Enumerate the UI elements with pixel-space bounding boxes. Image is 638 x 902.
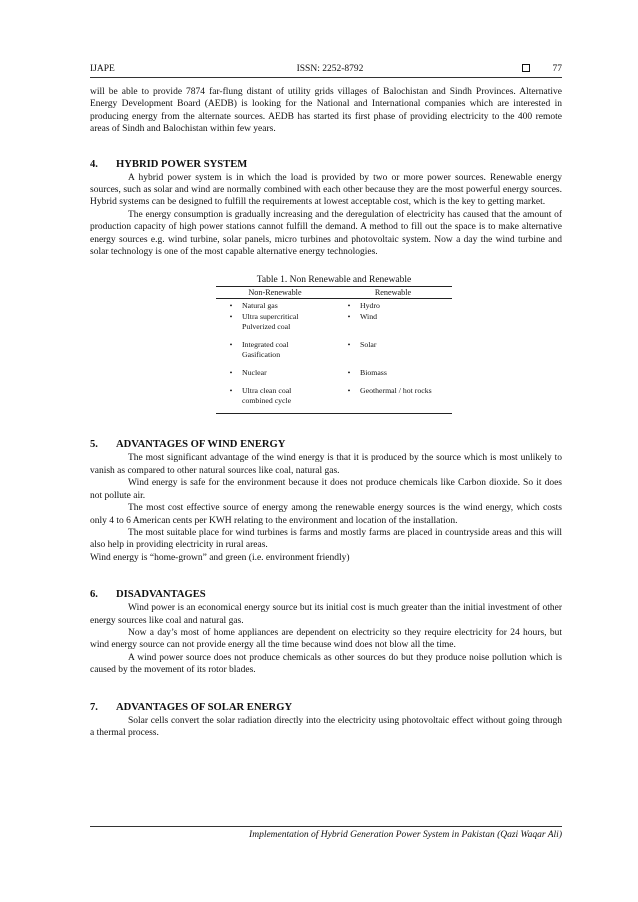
intro-paragraph: will be able to provide 7874 far-flung distant of utility grids villages of Balochistan and Sindh Provinces. Alternative Energy Development Board (AEDB) is looking for the National and International companies which are interested in producing energy from the alternate sources. AEDB has started its first phase of providing electricity to the 400 remote areas of Sindh and Balochistan within few years. — [90, 87, 562, 135]
section-number: 4. — [90, 158, 98, 170]
table-row — [216, 368, 452, 378]
running-header — [90, 62, 562, 76]
table-cell: Ultra clean coal combined cycle — [242, 386, 292, 406]
paragraph: Wind energy is “home-grown” and green (i.e. environment friendly) — [90, 552, 350, 563]
table-cell: Hydro — [360, 301, 380, 311]
table-cell: Wind — [360, 312, 378, 322]
table-header-row — [216, 286, 452, 298]
table-caption: Table 1. Non Renewable and Renewable — [256, 275, 412, 286]
table-cell: Geothermal / hot rocks — [360, 386, 432, 396]
section-title: ADVANTAGES OF SOLAR ENERGY — [116, 701, 293, 713]
table-cell: Natural gas — [242, 301, 278, 311]
section-number: 5. — [90, 439, 98, 451]
section-title: HYBRID POWER SYSTEM — [116, 158, 248, 170]
bullet-icon: • — [347, 340, 351, 350]
table-cell: Solar — [360, 340, 377, 350]
paragraph: A hybrid power system is in which the load is provided by two or more power sources. Renewable energy sources, such as solar and wind are normally combined with each other because they are the most powerful energy sources. Hybrid systems can be designed to fulfill the requirements at lowest acceptable cost, which is the key to getting market. — [90, 172, 562, 208]
table-cell: Integrated coal Gasification — [242, 340, 289, 360]
issn-label: ISSN: 2252-8792 — [296, 64, 364, 74]
paragraph: A wind power source does not produce chemicals as other sources do but they produce noise pollution which is caused by the movement of its rotor blades. — [90, 652, 562, 676]
paragraph: Solar cells convert the solar radiation directly into the electricity using photovoltaic effect without going through a thermal process. — [90, 715, 562, 738]
section-number: 7. — [90, 701, 98, 713]
table-row — [216, 312, 452, 332]
energy-sources-table — [216, 274, 452, 414]
section-title: ADVANTAGES OF WIND ENERGY — [116, 439, 286, 451]
section-heading-6 — [90, 588, 562, 602]
bullet-icon: • — [347, 312, 351, 322]
paragraph: Now a day’s most of home appliances are dependent on electricity so they require electricity for 24 hours, but wind energy source can not provide energy all the time because wind does not blow all the time. — [90, 627, 562, 651]
table-row — [216, 386, 452, 406]
bullet-icon: • — [229, 301, 233, 311]
paragraph: The most significant advantage of the wind energy is that it is produced by the source which is most unlikely to vanish as compared to other natural sources like coal, natural gas. — [90, 453, 562, 476]
bullet-icon: • — [347, 301, 351, 311]
table-body — [216, 298, 452, 414]
bullet-icon: • — [347, 368, 351, 378]
checkbox-square-icon — [522, 64, 530, 72]
table-cell: Nuclear — [242, 368, 267, 378]
bullet-icon: • — [347, 386, 351, 396]
header-rule — [90, 77, 562, 78]
paragraph: The energy consumption is gradually increasing and the deregulation of electricity has caused that the amount of production capacity of high power stations cannot fulfill the demand. A method to fill out the space is to make alternative energy sources e.g. wind turbine, solar panels, micro turbines and photovoltaic system. Now a day the wind turbine and solar technology is one of the most capable alternative energy technologies. — [90, 209, 562, 258]
page-number: 77 — [552, 64, 562, 74]
paragraph: The most suitable place for wind turbines is farms and mostly farms are placed in countryside areas and this will also help in providing electricity in rural areas. — [90, 527, 562, 551]
column-header-non-renewable: Non-Renewable — [248, 288, 302, 298]
journal-name: IJAPE — [90, 64, 115, 74]
running-footer: Implementation of Hybrid Generation Power System in Pakistan (Qazi Waqar Ali) — [249, 830, 562, 840]
section-heading-5 — [90, 438, 562, 452]
table-row — [216, 301, 452, 311]
section-title: DISADVANTAGES — [116, 589, 206, 601]
bullet-icon: • — [229, 312, 233, 322]
table-row — [216, 340, 452, 360]
paragraph: Wind energy is safe for the environment because it does not produce chemicals like Carbon dioxide. So it does not pollute air. — [90, 478, 562, 501]
table-cell: Biomass — [360, 368, 387, 378]
paragraph: Wind power is an economical energy source but its initial cost is much greater than the initial investment of other energy sources like coal and natural gas. — [90, 603, 562, 626]
bullet-icon: • — [229, 340, 233, 350]
bullet-icon: • — [229, 368, 233, 378]
column-header-renewable: Renewable — [374, 288, 412, 298]
section-heading-4 — [90, 158, 562, 172]
paragraph: The most cost effective source of energy among the renewable energy sources is the wind energy, which costs only 4 to 6 American cents per KWH relating to the environment and location of the installation. — [90, 503, 562, 526]
table-cell: Ultra supercritical Pulverized coal — [242, 312, 299, 332]
section-heading-7 — [90, 701, 562, 715]
bullet-icon: • — [229, 386, 233, 396]
section-number: 6. — [90, 589, 98, 601]
article-body — [90, 86, 562, 739]
footer-rule — [90, 826, 562, 827]
